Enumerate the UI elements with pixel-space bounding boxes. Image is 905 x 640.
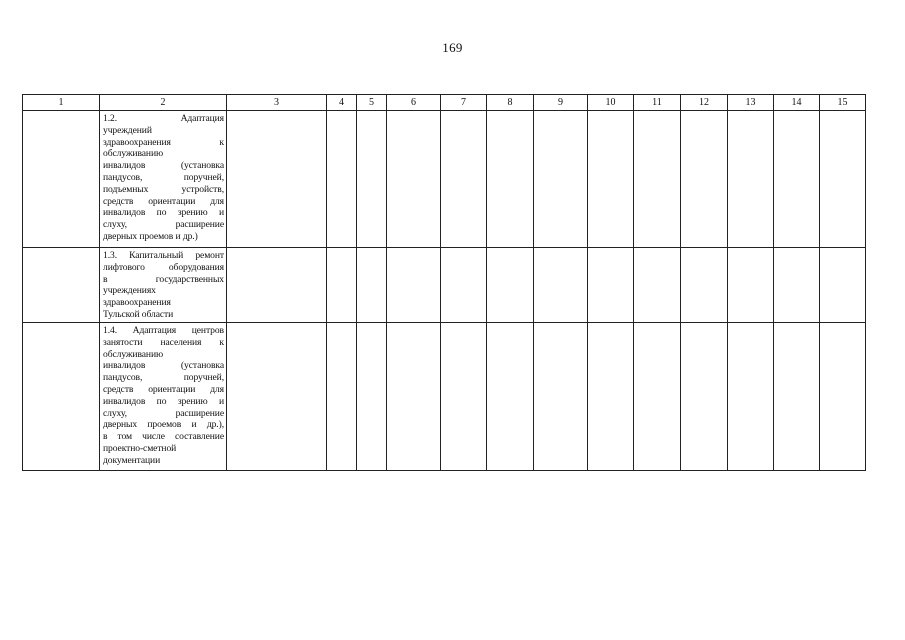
col-header-9: 9 [534,95,588,111]
table-cell [728,248,774,323]
description-line: занятости населения к [103,336,224,348]
description-line: обслуживанию [103,348,164,360]
table-cell [387,248,441,323]
description-line: 1.4. Адаптация центров [103,325,224,336]
table-cell [441,248,487,323]
description-line: 1.2. Адаптация [103,113,224,124]
description-line: инвалидов (установка [103,360,224,372]
description-line: пандусов, поручней, [103,171,224,183]
description-line: подъемных устройств, [103,183,224,195]
table-row [23,323,866,471]
table-cell [588,248,634,323]
description-line: 1.3. Капитальный ремонт [103,250,224,261]
description-line: пандусов, поручней, [103,372,224,384]
table-cell [634,248,681,323]
description-line: инвалидов (установка [103,160,224,172]
description-line: документации [103,454,161,466]
table-cell [774,111,820,248]
table-cell [774,248,820,323]
row-description [100,323,227,471]
table-cell [820,323,866,471]
table-cell [327,323,357,471]
table-cell [387,323,441,471]
table-cell [534,111,588,248]
description-line: учреждений [103,124,152,136]
description-line: дверных проемов и др.), [103,419,224,431]
table-cell [820,248,866,323]
table-cell [357,111,387,248]
table-cell [681,323,728,471]
col-header-5: 5 [357,95,387,111]
description-line: инвалидов по зрению и [103,395,224,407]
table-cell [588,323,634,471]
col-header-6: 6 [387,95,441,111]
table-cell [327,111,357,248]
table-cell [534,248,588,323]
table-cell [681,111,728,248]
col-header-1: 1 [23,95,100,111]
col-header-14: 14 [774,95,820,111]
col-header-12: 12 [681,95,728,111]
table-cell [588,111,634,248]
table-cell [487,323,534,471]
col-header-8: 8 [487,95,534,111]
table-cell [441,323,487,471]
col-header-2: 2 [100,95,227,111]
table-row [23,248,866,323]
description-line: здравоохранения к [103,136,224,148]
table-row [23,111,866,248]
table-cell [23,111,100,248]
table-cell [681,248,728,323]
col-header-3: 3 [227,95,327,111]
description-line: слуху, расширение [103,219,224,231]
table-cell [534,323,588,471]
description-line: инвалидов по зрению и [103,207,224,219]
description-line: здравоохранения [103,297,171,309]
table-cell [634,111,681,248]
table-cell [357,323,387,471]
description-line: лифтового оборудования [103,261,224,273]
col-header-7: 7 [441,95,487,111]
table-cell [387,111,441,248]
table-cell [487,248,534,323]
description-line: обслуживанию [103,148,164,160]
header-row [23,95,866,111]
row-description [100,111,227,248]
description-line: в государственных [103,273,224,285]
description-line: проектно-сметной [103,442,177,454]
table-cell [634,323,681,471]
col-header-10: 10 [588,95,634,111]
table-cell [327,248,357,323]
page-number: 169 [442,40,463,55]
col-header-4: 4 [327,95,357,111]
table-cell [23,323,100,471]
table-cell [227,111,327,248]
col-header-15: 15 [820,95,866,111]
description-line: в том числе составление [103,431,224,443]
row-description [100,248,227,323]
description-line: средств ориентации для [103,195,224,207]
table-cell [774,323,820,471]
table-cell [227,248,327,323]
description-line: средств ориентации для [103,383,224,395]
description-line: слуху, расширение [103,407,224,419]
table-cell [23,248,100,323]
table-cell [357,248,387,323]
table-cell [728,111,774,248]
col-header-11: 11 [634,95,681,111]
table-cell [728,323,774,471]
description-line: Тульской области [103,308,174,320]
table-cell [487,111,534,248]
table-cell [441,111,487,248]
program-table [22,94,866,471]
description-line: дверных проемов и др.) [103,230,198,242]
table-cell [820,111,866,248]
description-line: учреждениях [103,285,156,297]
col-header-13: 13 [728,95,774,111]
table-cell [227,323,327,471]
